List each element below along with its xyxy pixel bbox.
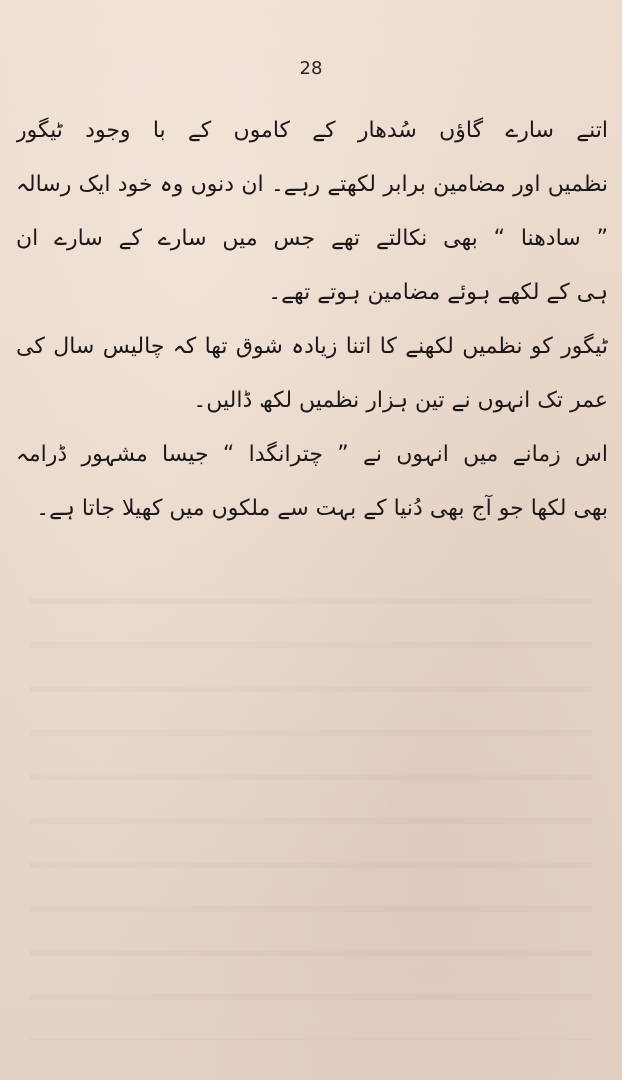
page-number: 28	[299, 58, 323, 79]
body-text	[16, 104, 608, 536]
paragraph	[16, 320, 608, 428]
text-line: ہی کے لکھے ہوئے مضامین ہوتے تھے۔	[268, 280, 608, 305]
text-line: اس زمانے میں انہوں نے ” چترانگدا “ جیسا مشہور ڈرامہ	[16, 442, 608, 467]
text-line: ٹیگور کو نظمیں لکھنے کا اتنا زیادہ شوق تھا کہ چالیس سال کی	[16, 334, 608, 359]
paragraph	[16, 428, 608, 536]
show-through-texture	[30, 560, 592, 1040]
text-line: نظمیں اور مضامین برابر لکھتے رہے۔ ان دنوں وہ خود ایک رسالہ	[16, 172, 608, 197]
text-line: ” سادھنا “ بھی نکالتے تھے جس میں سارے کے سارے ان	[16, 226, 608, 251]
text-line: اتنے سارے گاؤں سُدھار کے کاموں کے با وجود ٹیگور	[16, 118, 608, 143]
text-line: عمر تک انہوں نے تین ہزار نظمیں لکھ ڈالیں۔	[193, 388, 608, 413]
paragraph	[16, 104, 608, 320]
text-line: بھی لکھا جو آج بھی دُنیا کے بہت سے ملکوں میں کھیلا جاتا ہے۔	[36, 496, 608, 521]
